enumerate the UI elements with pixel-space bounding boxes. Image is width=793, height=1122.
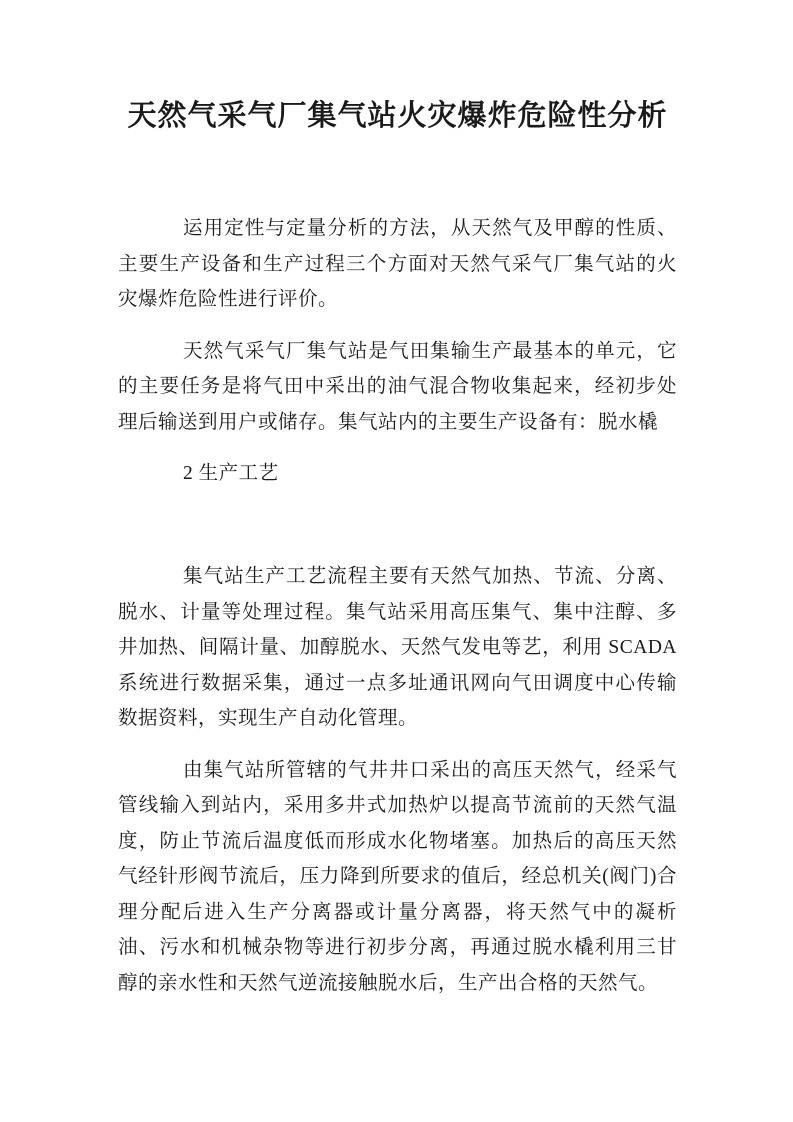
section-paragraph-2: 由集气站所管辖的气井井口采出的高压天然气，经采气管线输入到站内，采用多井式加热炉以提高节流前的天然气温度，防止节流后温度低而形成水化物堵塞。加热后的高压天然气经针形阀节流后，压力降到所要求的值后，经总机关(阀门)合理分配后进入生产分离器或计量分离器，将天然气中的凝析油、污水和机械杂物等进行初步分离，再通过脱水橇利用三甘醇的亲水性和天然气逆流接触脱水后，生产出合格的天然气。 xyxy=(118,759,677,994)
intro-paragraph-1: 运用定性与定量分析的方法，从天然气及甲醇的性质、主要生产设备和生产过程三个方面对天然气采气厂集气站的火灾爆炸危险性进行评价。 xyxy=(118,218,677,310)
intro-paragraph-2: 天然气采气厂集气站是气田集输生产最基本的单元，它的主要任务是将气田中采出的油气混合物收集起来，经初步处理后输送到用户或储存。集气站内的主要生产设备有：脱水橇 xyxy=(118,340,677,433)
section-heading-production-process: 2 生产工艺 xyxy=(183,463,279,484)
section-paragraph-1: 集气站生产工艺流程主要有天然气加热、节流、分离、脱水、计量等处理过程。集气站采用高压集气、集中注醇、多井加热、间隔计量、加醇脱水、天然气发电等艺，利用 SCADA 系统进行数据采集，通过一点多址通讯网向气田调度中心传输数据资料，实现生产自动化管理。 xyxy=(118,566,677,729)
blank-line xyxy=(118,508,677,544)
document-title: 天然气采气厂集气站火灾爆炸危险性分析 xyxy=(127,100,668,132)
